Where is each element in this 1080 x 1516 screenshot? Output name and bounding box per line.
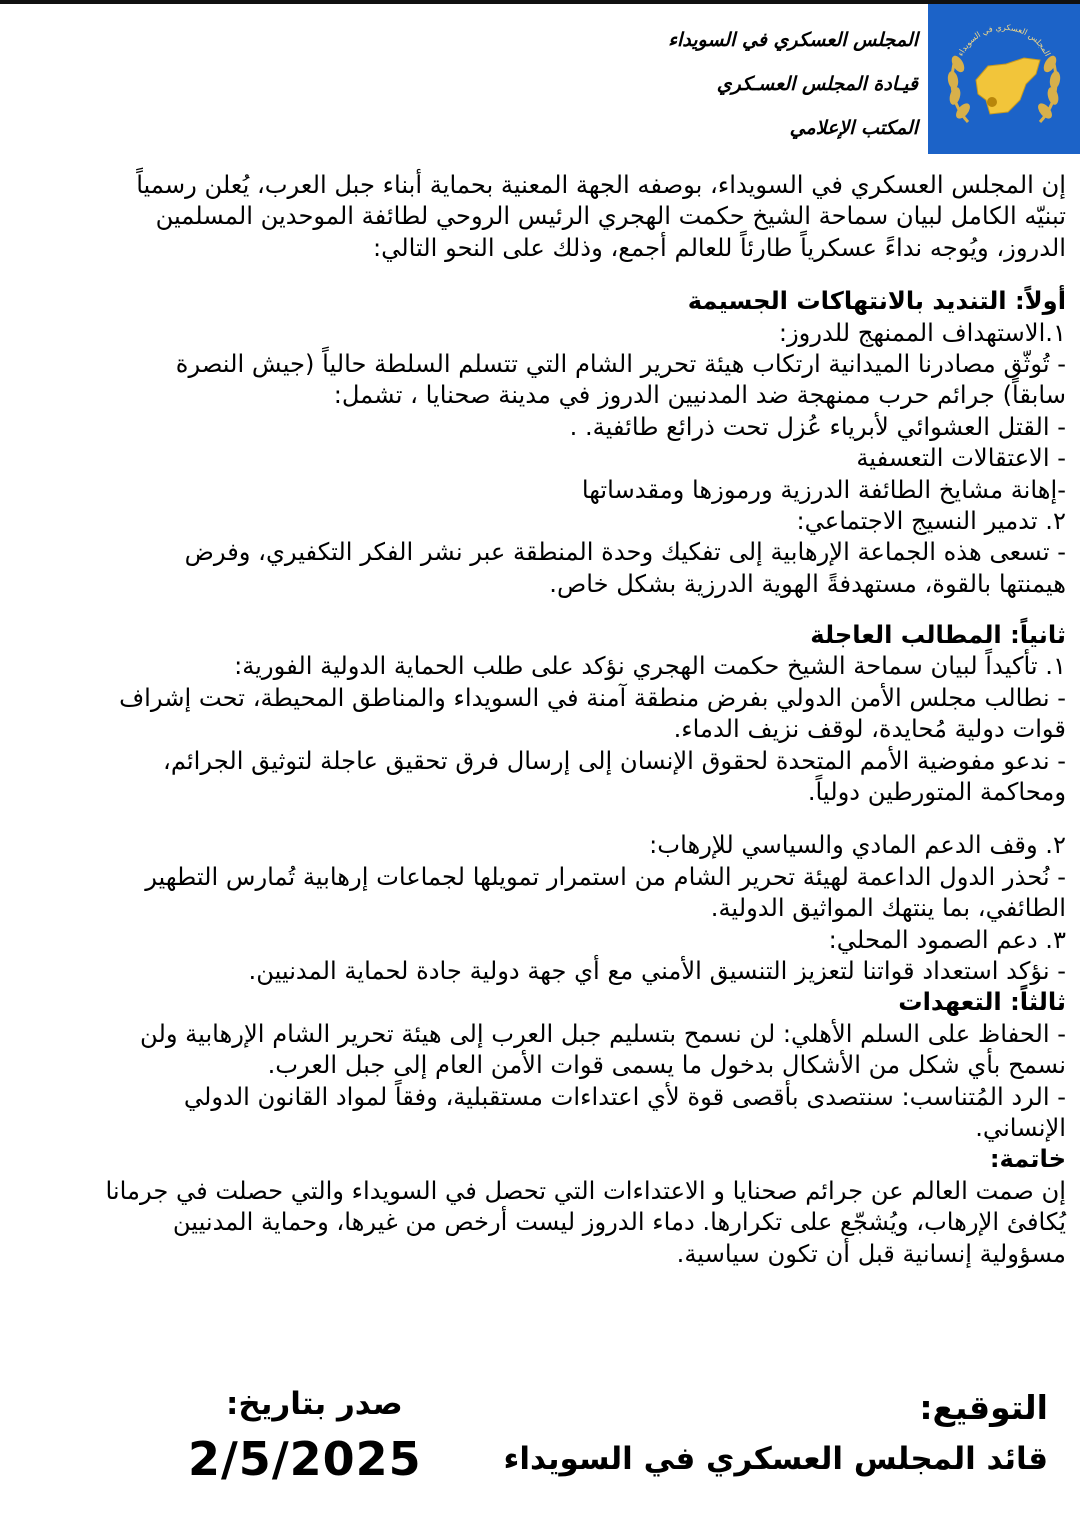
section1-line: هيمنتها بالقوة، مستهدفةً الهوية الدرزية بشكل خاص.: [549, 569, 1066, 598]
section3-line: الإنساني.: [975, 1113, 1066, 1142]
svg-text:المجلس العسكري في السويداء: المجلس العسكري في السويداء: [955, 22, 1053, 58]
letterhead-command: قيـادة المجلس العسـكري: [716, 73, 918, 95]
section1-line: - الاعتقالات التعسفية: [856, 444, 1066, 473]
intro-line: تبنيّه الكامل لبيان سماحة الشيخ حكمت الهجري الرئيس الروحي لطائفة الموحدين المسلمين: [155, 202, 1066, 231]
section1-line: - القتل العشوائي لأبرياء عُزل تحت ذرائع طائفية. .: [569, 412, 1066, 441]
logo-emblem: [928, 4, 1080, 154]
intro-line: الدروز، ويُوجه نداءً عسكرياً طارئاً للعالم أجمع، وذلك على النحو التالي:: [372, 233, 1066, 262]
section3-line: - الحفاظ على السلم الأهلي: لن نسمح بتسليم جبل العرب إلى هيئة تحرير الشام الإرهابية ولن: [140, 1019, 1066, 1048]
letterhead: [618, 18, 918, 150]
conclusion-line: إن صمت العالم عن جرائم صحنايا و الاعتداءات التي تحصل في السويداء والتي حصلت في جرمانا: [105, 1176, 1066, 1205]
issue-date-label: صدر بتاريخ:: [226, 1386, 403, 1422]
letterhead-media-office: المكتب الإعلامي: [789, 117, 918, 139]
section3-line: نسمح بأي شكل من الأشكال بدخول ما يسمى قوات الأمن العام إلى جبل العرب.: [267, 1051, 1066, 1080]
section1-line: - تسعى هذه الجماعة الإرهابية إلى تفكيك وحدة المنطقة عبر نشر الفكر التكفيري، وفرض: [184, 538, 1066, 567]
section2-line: - نؤكد استعداد قواتنا لتعزيز التنسيق الأمني مع أي جهة دولية جادة لحماية المدنيين.: [248, 956, 1066, 985]
section2-title: ثانياً: المطالب العاجلة: [810, 621, 1066, 650]
section2-line: - ندعو مفوضية الأمم المتحدة لحقوق الإنسان إلى إرسال فرق تحقيق عاجلة لتوثيق الجرائم،: [163, 746, 1066, 775]
section1-line: سابقاً) جرائم حرب ممنهجة ضد المدنيين الدروز في مدينة صحنايا ، تشمل:: [333, 381, 1066, 410]
signature-label: التوقيع:: [919, 1388, 1048, 1427]
intro-line: إن المجلس العسكري في السويداء، بوصفه الجهة المعنية بحماية أبناء جبل العرب، يُعلن رسمياً: [136, 171, 1066, 199]
section3-title: ثالثاً: التعهدات: [898, 988, 1066, 1017]
section1-line: ١.الاستهداف الممنهج للدروز:: [778, 318, 1066, 347]
section1-line: - تُوثّق مصادرنا الميدانية ارتكاب هيئة تحرير الشام التي تتسلم السلطة حالياً (جيش النصرة: [175, 349, 1066, 378]
conclusion-line: مسؤولية إنسانية قبل أن تكون سياسية.: [676, 1239, 1066, 1268]
section2-line: قوات دولية مُحايدة، لوقف نزيف الدماء.: [673, 715, 1066, 744]
military-council-logo: [928, 4, 1080, 154]
section2-line: ١. تأكيداً لبيان سماحة الشيخ حكمت الهجري نؤكد على طلب الحماية الدولية الفورية:: [234, 652, 1066, 681]
conclusion-line: يُكافئ الإرهاب، ويُشجّع على تكرارها. دماء الدروز ليست أرخص من غيرها، وحماية المدنيين: [172, 1208, 1066, 1237]
section3-line: - الرد المُتناسب: سنتصدى بأقصى قوة لأي اعتداءات مستقبلية، وفقاً لمواد القانون الدولي: [183, 1082, 1066, 1111]
top-border: [0, 0, 1080, 4]
section1-line: -إهانة مشايخ الطائفة الدرزية ورموزها ومقدساتها: [581, 475, 1066, 504]
section2-line: - نُحذر الدول الداعمة لهيئة تحرير الشام من استمرار تمويلها لجماعات إرهابية تُمارس التطهير: [145, 862, 1066, 891]
statement-body: [62, 170, 1066, 1270]
conclusion-title: خاتمة:: [989, 1145, 1066, 1174]
section1-line: ٢. تدمير النسيج الاجتماعي:: [796, 506, 1066, 535]
letterhead-council-name: المجلس العسكري في السويداء: [668, 29, 918, 51]
issue-date: 2/5/2025: [188, 1432, 422, 1486]
signatory-title: قائد المجلس العسكري في السويداء: [503, 1441, 1048, 1477]
section2-line: ٣. دعم الصمود المحلي:: [828, 925, 1066, 954]
section1-title: أولاً: التنديد بالانتهاكات الجسيمة: [687, 287, 1066, 316]
section2-line: - نطالب مجلس الأمن الدولي بفرض منطقة آمنة في السويداء والمناطق المحيطة، تحت إشراف: [119, 683, 1066, 712]
section2-line: ومحاكمة المتورطين دولياً.: [807, 778, 1066, 807]
section2-line: ٢. وقف الدعم المادي والسياسي للإرهاب:: [649, 831, 1066, 860]
section2-line: الطائفي، بما ينتهك المواثيق الدولية.: [710, 894, 1066, 923]
